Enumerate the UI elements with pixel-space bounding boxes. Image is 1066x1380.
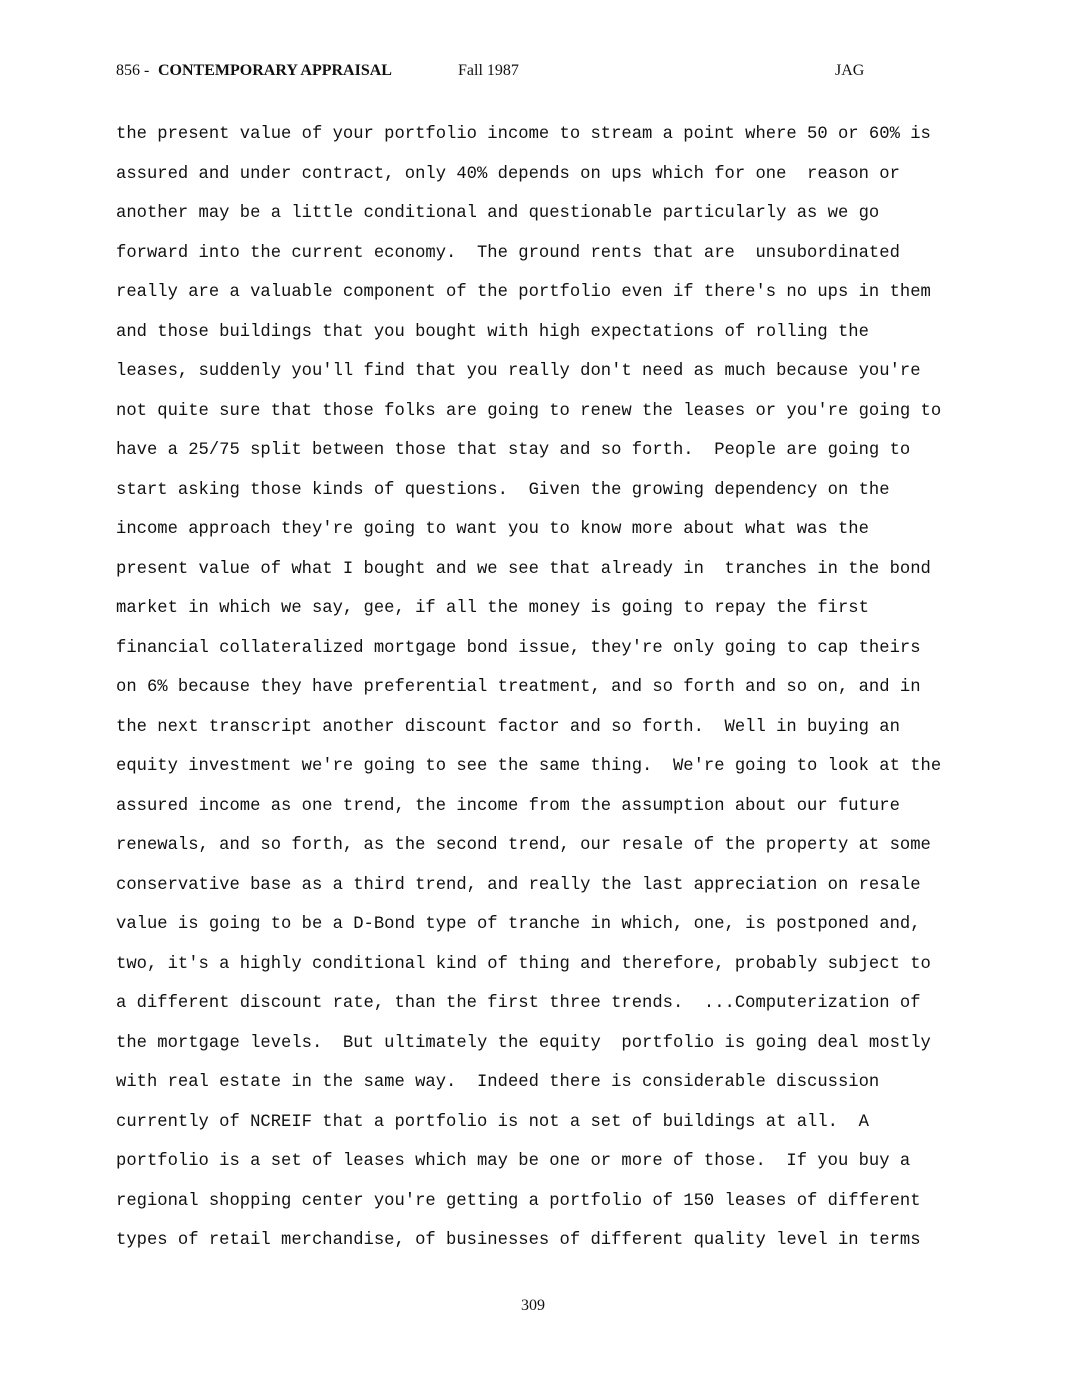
text-line: equity investment we're going to see the same thing. We're going to look at the (116, 757, 942, 776)
text-line: portfolio is a set of leases which may be one or more of those. If you buy a (116, 1152, 911, 1171)
text-line: really are a valuable component of the portfolio even if there's no ups in them (116, 283, 931, 302)
text-line: another may be a little conditional and questionable particularly as we go (116, 204, 880, 223)
text-line: with real estate in the same way. Indeed there is considerable discussion (116, 1073, 880, 1092)
page-header (116, 62, 876, 84)
text-line: forward into the current economy. The ground rents that are unsubordinated (116, 243, 900, 263)
text-line: have a 25/75 split between those that stay and so forth. People are going to (116, 441, 911, 460)
text-line: and those buildings that you bought with high expectations of rolling the (116, 322, 869, 342)
text-line: regional shopping center you're getting a portfolio of 150 leases of different (116, 1191, 921, 1211)
text-line: renewals, and so forth, as the second trend, our resale of the property at some (116, 836, 931, 855)
text-line: value is going to be a D-Bond type of tranche in which, one, is postponed and, (116, 915, 921, 934)
text-line: conservative base as a third trend, and really the last appreciation on resale (116, 875, 921, 895)
semester: Fall 1987 (458, 62, 519, 79)
text-line: not quite sure that those folks are going to renew the leases or you're going to (116, 401, 942, 421)
text-line: the next transcript another discount factor and so forth. Well in buying an (116, 717, 900, 737)
text-line: leases, suddenly you'll find that you really don't need as much because you're (116, 362, 921, 381)
text-line: present value of what I bought and we see that already in tranches in the bond (116, 559, 931, 579)
text-line: on 6% because they have preferential treatment, and so forth and so on, and in (116, 678, 921, 697)
text-line: start asking those kinds of questions. Given the growing dependency on the (116, 480, 890, 500)
text-line: assured income as one trend, the income from the assumption about our future (116, 796, 900, 816)
page-number: 309 (521, 1297, 545, 1314)
text-line: market in which we say, gee, if all the money is going to repay the first (116, 599, 869, 618)
transcript-body (116, 121, 1016, 1267)
text-line: a different discount rate, than the first three trends. ...Computerization of (116, 994, 921, 1013)
text-line: types of retail merchandise, of businesses of different quality level in terms (116, 1231, 921, 1250)
text-line: currently of NCREIF that a portfolio is not a set of buildings at all. A (116, 1112, 869, 1132)
author-initials: JAG (835, 62, 865, 79)
text-line: assured and under contract, only 40% depends on ups which for one reason or (116, 164, 900, 184)
text-line: the present value of your portfolio income to stream a point where 50 or 60% is (116, 125, 931, 144)
text-line: two, it's a highly conditional kind of thing and therefore, probably subject to (116, 954, 931, 974)
text-line: income approach they're going to want you to know more about what was the (116, 520, 869, 539)
course-number: 856 - (116, 62, 150, 79)
course-title: CONTEMPORARY APPRAISAL (158, 62, 392, 79)
text-line: the mortgage levels. But ultimately the equity portfolio is going deal mostly (116, 1033, 931, 1053)
text-line: financial collateralized mortgage bond issue, they're only going to cap theirs (116, 638, 921, 658)
